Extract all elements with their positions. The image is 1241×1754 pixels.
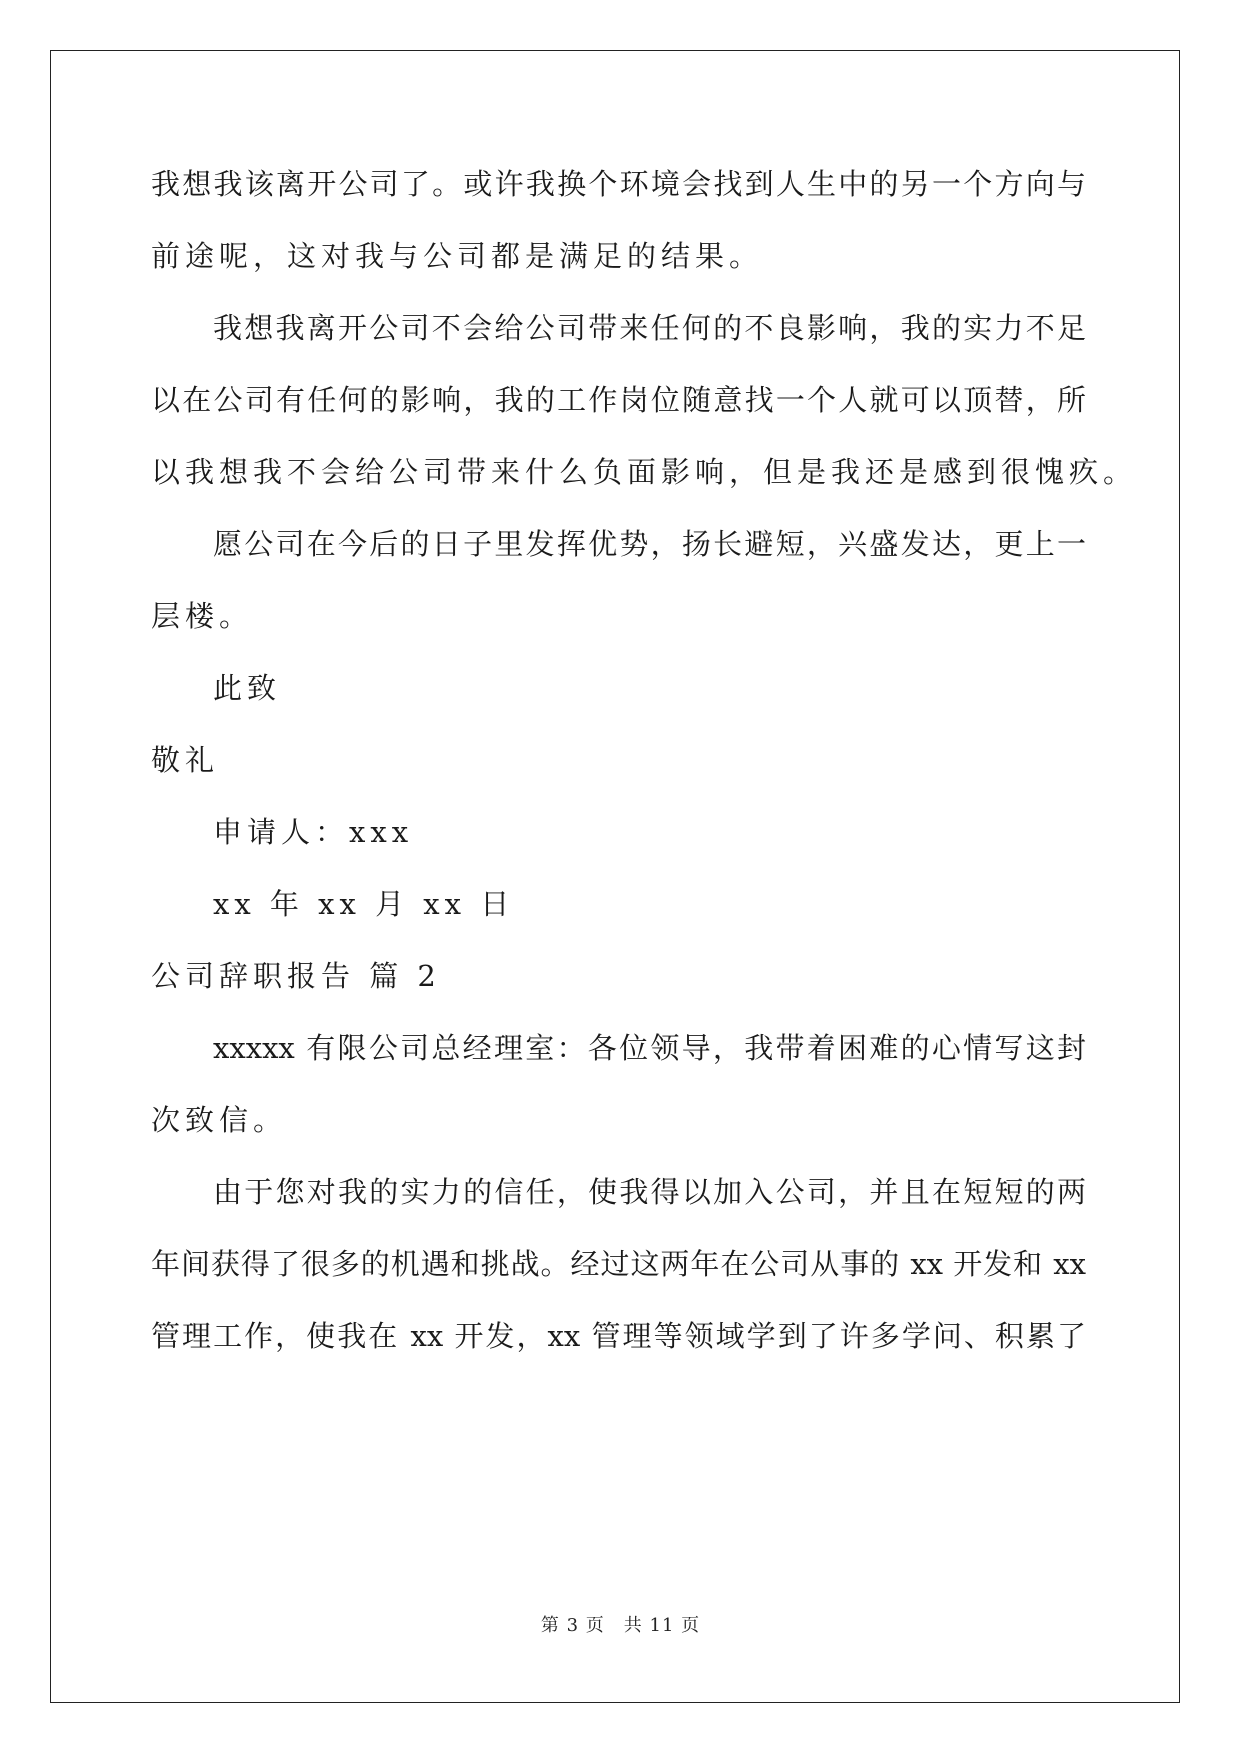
closing-regards: 敬礼 <box>151 743 220 777</box>
section-heading: 公司辞职报告 篇 2 <box>151 959 441 993</box>
page-number-footer: 第 3 页 共 11 页 <box>540 1615 701 1636</box>
paragraph-line: 层楼。 <box>151 599 254 633</box>
signature-date: xx 年 xx 月 xx 日 <box>213 887 515 921</box>
paragraph-line: 年间获得了很多的机遇和挑战。经过这两年在公司从事的 xx 开发和 xx <box>151 1247 1086 1281</box>
paragraph-line: 次致信。 <box>151 1103 288 1137</box>
paragraph-line: 管理工作，使我在 xx 开发，xx 管理等领域学到了许多学问、积累了 <box>151 1319 1086 1353</box>
paragraph-line: 以在公司有任何的影响，我的工作岗位随意找一个人就可以顶替，所 <box>151 383 1086 417</box>
paragraph-line: 由于您对我的实力的信任，使我得以加入公司，并且在短短的两 <box>213 1175 1086 1209</box>
paragraph-line: xxxxx 有限公司总经理室：各位领导，我带着困难的心情写这封 <box>213 1031 1086 1065</box>
page-border <box>50 50 1180 1703</box>
paragraph-line: 我想我该离开公司了。或许我换个环境会找到人生中的另一个方向与 <box>151 167 1086 201</box>
closing-salutation: 此致 <box>213 671 282 705</box>
paragraph-line: 我想我离开公司不会给公司带来任何的不良影响，我的实力不足 <box>213 311 1086 345</box>
paragraph-line: 前途呢，这对我与公司都是满足的结果。 <box>151 239 764 273</box>
paragraph-line: 愿公司在今后的日子里发挥优势，扬长避短，兴盛发达，更上一 <box>213 527 1086 561</box>
applicant-signature: 申请人：xxx <box>213 815 414 849</box>
paragraph-line: 以我想我不会给公司带来什么负面影响，但是我还是感到很愧疚。 <box>151 455 1138 489</box>
